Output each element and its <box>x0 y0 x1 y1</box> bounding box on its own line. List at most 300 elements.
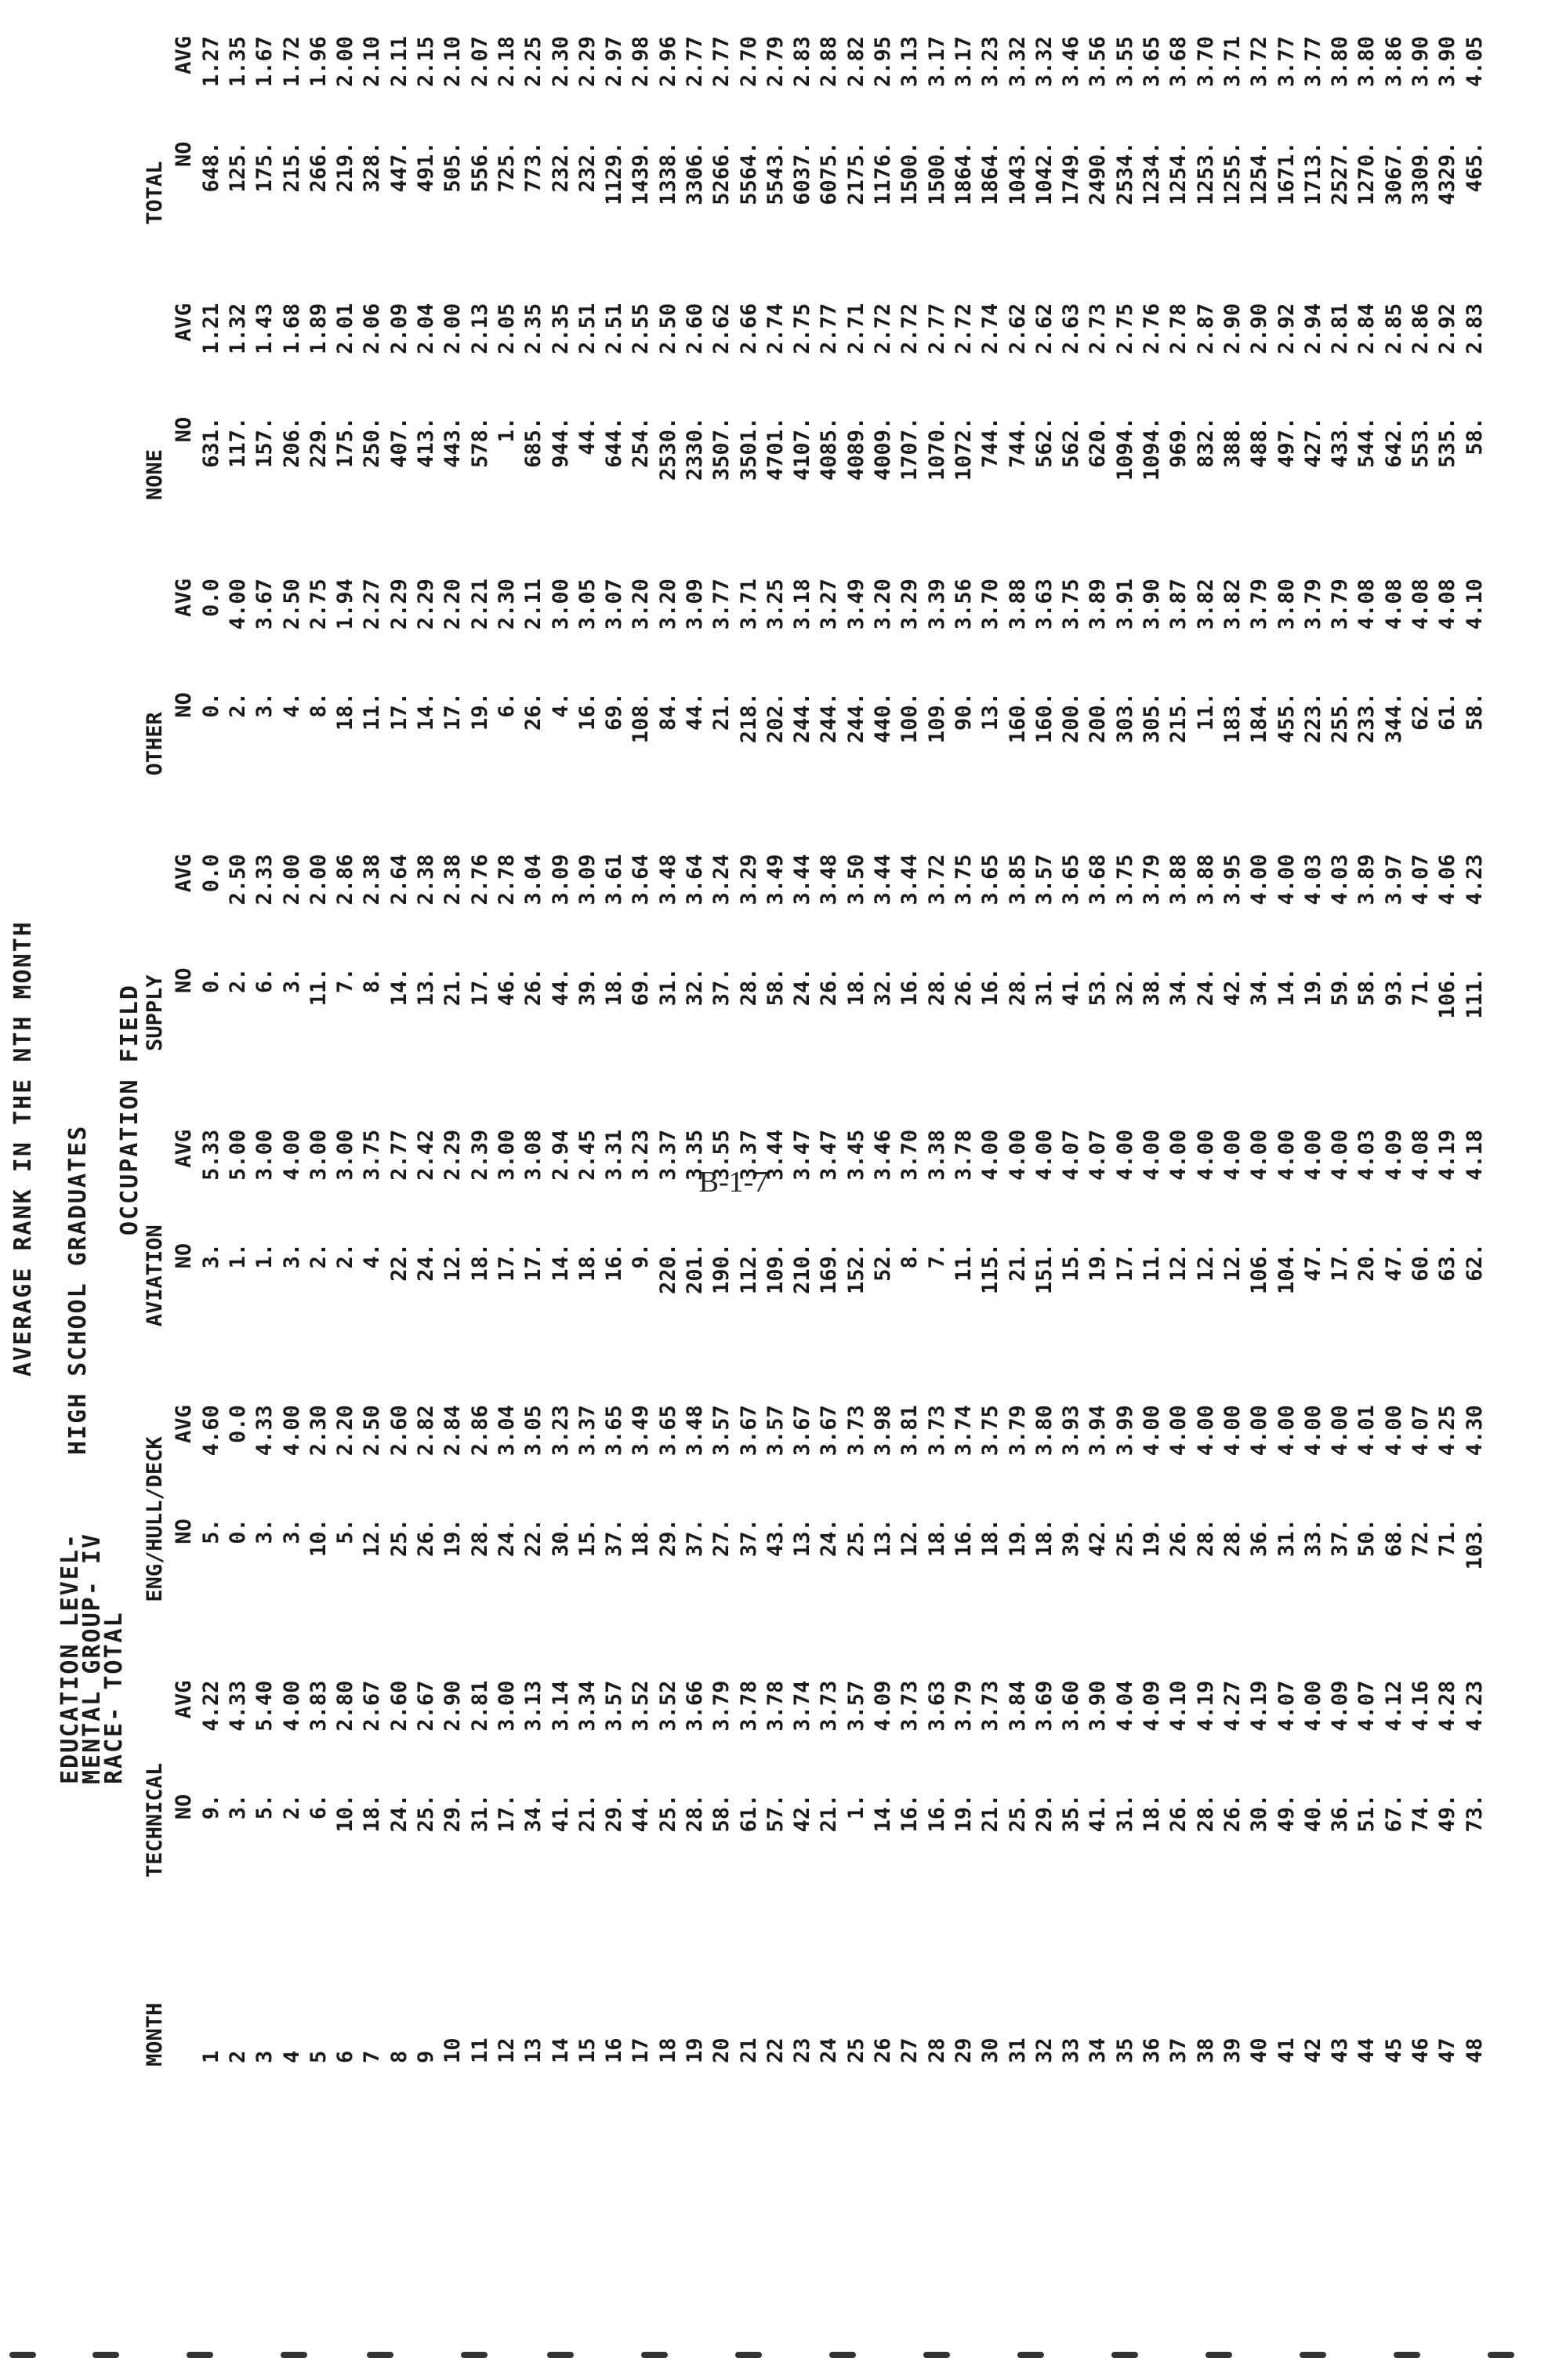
average-cell: 4.00 <box>1193 1129 1218 1181</box>
average-cell: 3.09 <box>682 579 707 630</box>
average-cell: 3.48 <box>817 854 842 905</box>
count-cell: 744. <box>1005 416 1030 468</box>
count-cell: 14. <box>386 967 412 1007</box>
month-cell: 24 <box>817 2037 842 2063</box>
average-cell: 4.00 <box>1005 1129 1030 1181</box>
average-cell: 3.57 <box>1031 854 1057 905</box>
count-cell: 206. <box>279 416 304 468</box>
average-cell: 3.73 <box>897 1680 923 1732</box>
count-cell: 21. <box>441 967 466 1007</box>
average-cell: 4.19 <box>1247 1680 1272 1732</box>
count-cell: 26. <box>521 967 546 1007</box>
average-cell: 3.68 <box>1086 854 1111 905</box>
average-cell: 3.00 <box>494 1680 519 1732</box>
count-cell: 36. <box>1328 1794 1353 1833</box>
average-cell: 4.00 <box>1328 1129 1353 1181</box>
month-cell: 34 <box>1086 2037 1111 2063</box>
average-cell: 3.67 <box>790 1405 815 1457</box>
edge-mark <box>641 2352 668 2358</box>
average-cell: 2.35 <box>548 303 573 354</box>
month-cell: 31 <box>1005 2037 1030 2063</box>
average-cell: 3.34 <box>575 1680 600 1732</box>
count-cell: 26. <box>817 967 842 1007</box>
count-cell: 28. <box>1193 1794 1218 1833</box>
count-cell: 232. <box>548 141 573 193</box>
average-cell: 3.63 <box>924 1680 949 1732</box>
average-cell: 3.65 <box>978 854 1003 905</box>
average-cell: 3.52 <box>629 1680 654 1732</box>
count-cell: 18. <box>629 1518 654 1558</box>
count-cell: 1255. <box>1220 141 1245 205</box>
count-cell: 26. <box>1166 1518 1191 1558</box>
table-row <box>600 5 627 2066</box>
average-cell: 3.88 <box>1193 854 1218 905</box>
count-cell: 12. <box>897 1518 923 1558</box>
count-cell: 31. <box>467 1794 492 1833</box>
average-cell: 4.00 <box>1140 1405 1165 1457</box>
count-cell: 19. <box>1005 1518 1030 1558</box>
month-cell: 33 <box>1059 2037 1084 2063</box>
average-cell: 2.92 <box>1274 303 1299 354</box>
count-cell: 28. <box>682 1794 707 1833</box>
count-cell: 24. <box>494 1518 519 1558</box>
count-cell: 103. <box>1462 1518 1487 1570</box>
average-cell: 4.16 <box>1409 1680 1433 1732</box>
count-cell: 30. <box>1247 1794 1272 1833</box>
count-cell: 578. <box>467 416 492 468</box>
average-cell: 2.62 <box>709 303 734 354</box>
count-cell: 1. <box>843 1794 868 1820</box>
count-cell: 51. <box>1354 1794 1380 1833</box>
average-cell: 1.67 <box>252 36 277 88</box>
average-cell: 3.49 <box>843 579 868 630</box>
table-row <box>950 5 977 2066</box>
average-cell: 3.64 <box>629 854 654 905</box>
average-cell: 3.70 <box>978 579 1003 630</box>
count-cell: 29. <box>441 1794 466 1833</box>
average-cell: 2.78 <box>494 854 519 905</box>
count-cell: 50. <box>1354 1518 1380 1558</box>
month-cell: 23 <box>790 2037 815 2063</box>
average-cell: 2.77 <box>709 36 734 88</box>
table-row <box>816 5 843 2066</box>
average-cell: 2.75 <box>790 303 815 354</box>
count-cell: 47. <box>1381 1243 1406 1282</box>
average-cell: 3.44 <box>897 854 923 905</box>
count-cell: 219. <box>333 141 358 193</box>
average-cell: 4.00 <box>1220 1129 1245 1181</box>
count-cell: 6. <box>252 967 277 994</box>
average-cell: 4.06 <box>1435 854 1460 905</box>
average-cell: 3.77 <box>1274 36 1299 88</box>
count-cell: 1094. <box>1140 416 1165 481</box>
average-cell: 1.94 <box>333 579 358 630</box>
average-cell: 2.84 <box>1354 303 1380 354</box>
average-cell: 3.82 <box>1193 579 1218 630</box>
average-cell: 2.64 <box>386 854 412 905</box>
average-cell: 2.74 <box>763 303 788 354</box>
count-cell: 28. <box>1193 1518 1218 1558</box>
edge-mark <box>923 2352 950 2358</box>
average-cell: 3.71 <box>736 579 761 630</box>
average-cell: 3.88 <box>1005 579 1030 630</box>
average-cell: 3.98 <box>871 1405 896 1457</box>
average-cell: 4.00 <box>1112 1129 1137 1181</box>
count-cell: 5. <box>333 1518 358 1544</box>
average-cell: 3.86 <box>1381 36 1406 88</box>
subheader-no: NO <box>171 141 196 167</box>
count-cell: 2330. <box>682 416 707 481</box>
count-cell: 31. <box>1031 967 1057 1007</box>
average-cell: 3.56 <box>1086 36 1111 88</box>
count-cell: 14. <box>871 1794 896 1833</box>
average-cell: 3.00 <box>306 1129 331 1181</box>
count-cell: 1500. <box>924 141 949 205</box>
average-cell: 3.35 <box>682 1129 707 1181</box>
rank-table <box>140 5 1488 2066</box>
average-cell: 1.27 <box>198 36 223 88</box>
count-cell: 6. <box>494 692 519 718</box>
count-cell: 169. <box>817 1243 842 1294</box>
average-cell: 3.23 <box>629 1129 654 1181</box>
average-cell: 2.67 <box>414 1680 439 1732</box>
count-cell: 644. <box>602 416 627 468</box>
average-cell: 1.68 <box>279 303 304 354</box>
count-cell: 17. <box>494 1243 519 1282</box>
average-cell: 2.96 <box>655 36 680 88</box>
average-cell: 2.10 <box>360 36 385 88</box>
count-cell: 2. <box>225 692 250 718</box>
edge-mark <box>187 2352 213 2358</box>
average-cell: 4.08 <box>1435 579 1460 630</box>
count-cell: 19. <box>1140 1518 1165 1558</box>
average-cell: 2.30 <box>548 36 573 88</box>
average-cell: 3.73 <box>817 1680 842 1732</box>
count-cell: 53. <box>1086 967 1111 1007</box>
average-cell: 2.33 <box>252 854 277 905</box>
average-cell: 3.44 <box>790 854 815 905</box>
average-cell: 2.62 <box>1031 303 1057 354</box>
average-cell: 1.43 <box>252 303 277 354</box>
count-cell: 68. <box>1381 1518 1406 1558</box>
edge-mark <box>1488 2352 1514 2358</box>
count-cell: 3309. <box>1409 141 1433 205</box>
average-cell: 3.05 <box>575 579 600 630</box>
average-cell: 2.85 <box>1381 303 1406 354</box>
average-cell: 3.27 <box>817 579 842 630</box>
average-cell: 4.07 <box>1409 1405 1433 1457</box>
average-cell: 1.21 <box>198 303 223 354</box>
count-cell: 37. <box>1328 1518 1353 1558</box>
count-cell: 9. <box>629 1243 654 1269</box>
average-cell: 3.99 <box>1112 1405 1137 1457</box>
average-cell: 3.90 <box>1086 1680 1111 1732</box>
month-cell: 19 <box>682 2037 707 2063</box>
edge-mark <box>461 2352 488 2358</box>
table-row <box>359 5 386 2066</box>
edge-mark <box>281 2352 307 2358</box>
table-row <box>198 5 224 2066</box>
average-cell: 3.67 <box>252 579 277 630</box>
average-cell: 1.35 <box>225 36 250 88</box>
count-cell: 1253. <box>1193 141 1218 205</box>
month-cell: 35 <box>1112 2037 1137 2063</box>
count-cell: 773. <box>521 141 546 193</box>
month-cell: 8 <box>386 2050 412 2063</box>
edge-mark <box>367 2352 393 2358</box>
month-cell: 40 <box>1247 2037 1272 2063</box>
average-cell: 3.75 <box>978 1405 1003 1457</box>
average-cell: 3.79 <box>709 1680 734 1732</box>
average-cell: 2.00 <box>279 854 304 905</box>
average-cell: 2.97 <box>602 36 627 88</box>
count-cell: 8. <box>360 967 385 994</box>
average-cell: 0.0 <box>198 579 223 617</box>
table-row <box>520 5 547 2066</box>
average-cell: 3.80 <box>1274 579 1299 630</box>
average-cell: 3.00 <box>494 1129 519 1181</box>
edge-mark <box>1017 2352 1044 2358</box>
average-cell: 4.09 <box>871 1680 896 1732</box>
count-cell: 29. <box>1031 1794 1057 1833</box>
count-cell: 21. <box>575 1794 600 1833</box>
count-cell: 232. <box>575 141 600 193</box>
table-row <box>654 5 681 2066</box>
edge-mark <box>829 2352 856 2358</box>
month-cell: 2 <box>225 2050 250 2063</box>
average-cell: 2.60 <box>682 303 707 354</box>
count-cell: 620. <box>1086 416 1111 468</box>
average-cell: 3.45 <box>843 1129 868 1181</box>
filter-mental-group: MENTAL GROUP- IV <box>78 1533 106 1784</box>
count-cell: 49. <box>1435 1794 1460 1833</box>
average-cell: 4.07 <box>1274 1680 1299 1732</box>
month-cell: 12 <box>494 2037 519 2063</box>
count-cell: 491. <box>414 141 439 193</box>
count-cell: 157. <box>252 416 277 468</box>
average-cell: 4.19 <box>1193 1680 1218 1732</box>
count-cell: 49. <box>1274 1794 1299 1833</box>
average-cell: 3.88 <box>1166 854 1191 905</box>
average-cell: 3.07 <box>602 579 627 630</box>
table-row <box>1326 5 1353 2066</box>
report-title: AVERAGE RANK IN THE NTH MONTH <box>9 920 37 1377</box>
month-cell: 32 <box>1031 2037 1057 2063</box>
average-cell: 1.89 <box>306 303 331 354</box>
average-cell: 3.83 <box>306 1680 331 1732</box>
average-cell: 0.0 <box>225 1405 250 1444</box>
count-cell: 2490. <box>1086 141 1111 205</box>
average-cell: 3.78 <box>763 1680 788 1732</box>
average-cell: 3.79 <box>1247 579 1272 630</box>
average-cell: 2.07 <box>467 36 492 88</box>
month-cell: 29 <box>951 2037 976 2063</box>
count-cell: 61. <box>736 1794 761 1833</box>
average-cell: 4.08 <box>1354 579 1380 630</box>
average-cell: 4.00 <box>1031 1129 1057 1181</box>
edge-mark <box>735 2352 762 2358</box>
average-cell: 2.29 <box>441 1129 466 1181</box>
average-cell: 3.23 <box>548 1405 573 1457</box>
count-cell: 9. <box>198 1794 223 1820</box>
average-cell: 3.93 <box>1059 1405 1084 1457</box>
count-cell: 1270. <box>1354 141 1380 205</box>
count-cell: 17. <box>521 1243 546 1282</box>
average-cell: 2.83 <box>1462 303 1487 354</box>
count-cell: 2175. <box>843 141 868 205</box>
count-cell: 17. <box>386 692 412 731</box>
count-cell: 41. <box>548 1794 573 1833</box>
count-cell: 556. <box>467 141 492 193</box>
count-cell: 32. <box>682 967 707 1007</box>
subheader-avg: AVG <box>171 1680 196 1719</box>
average-cell: 4.00 <box>1193 1405 1218 1457</box>
subheader-no: NO <box>171 1794 196 1820</box>
count-cell: 254. <box>629 416 654 468</box>
table-row <box>1461 5 1488 2066</box>
count-cell: 4009. <box>871 416 896 481</box>
average-cell: 4.22 <box>198 1680 223 1732</box>
average-cell: 3.37 <box>736 1129 761 1181</box>
count-cell: 328. <box>360 141 385 193</box>
edge-mark <box>547 2352 574 2358</box>
count-cell: 57. <box>763 1794 788 1833</box>
average-cell: 3.90 <box>1140 579 1165 630</box>
average-cell: 3.79 <box>1140 854 1165 905</box>
average-cell: 4.07 <box>1354 1680 1380 1732</box>
count-cell: 1234. <box>1140 141 1165 205</box>
average-cell: 3.20 <box>629 579 654 630</box>
month-cell: 26 <box>871 2037 896 2063</box>
average-cell: 4.09 <box>1140 1680 1165 1732</box>
average-cell: 2.72 <box>897 303 923 354</box>
count-cell: 190. <box>709 1243 734 1294</box>
count-cell: 5543. <box>763 141 788 205</box>
count-cell: 305. <box>1140 692 1165 744</box>
average-cell: 4.08 <box>1409 579 1433 630</box>
count-cell: 74. <box>1409 1794 1433 1833</box>
average-cell: 3.32 <box>1005 36 1030 88</box>
count-cell: 303. <box>1112 692 1137 744</box>
count-cell: 6037. <box>790 141 815 205</box>
month-cell: 14 <box>548 2037 573 2063</box>
count-cell: 5564. <box>736 141 761 205</box>
count-cell: 22. <box>521 1518 546 1558</box>
average-cell: 3.90 <box>1435 36 1460 88</box>
group-header-row <box>140 5 169 2066</box>
table-row <box>1380 5 1407 2066</box>
count-cell: 115. <box>978 1243 1003 1294</box>
count-cell: 32. <box>1112 967 1137 1007</box>
count-cell: 67. <box>1381 1794 1406 1833</box>
edge-mark <box>9 2352 36 2358</box>
average-cell: 2.86 <box>333 854 358 905</box>
count-cell: 29. <box>655 1518 680 1558</box>
count-cell: 37. <box>682 1518 707 1558</box>
count-cell: 19. <box>467 692 492 731</box>
count-cell: 12. <box>360 1518 385 1558</box>
count-cell: 18. <box>1140 1794 1165 1833</box>
average-cell: 4.07 <box>1086 1129 1111 1181</box>
count-cell: 200. <box>1059 692 1084 744</box>
count-cell: 58. <box>1354 967 1380 1007</box>
average-cell: 2.20 <box>333 1405 358 1457</box>
count-cell: 111. <box>1462 967 1487 1019</box>
month-cell: 13 <box>521 2037 546 2063</box>
average-cell: 4.00 <box>1328 1405 1353 1457</box>
count-cell: 631. <box>198 416 223 468</box>
count-cell: 3. <box>279 1518 304 1544</box>
average-cell: 2.13 <box>467 303 492 354</box>
count-cell: 29. <box>602 1794 627 1833</box>
average-cell: 3.79 <box>1328 579 1353 630</box>
subheader-avg: AVG <box>171 1405 196 1444</box>
average-cell: 2.50 <box>225 854 250 905</box>
average-cell: 2.76 <box>467 854 492 905</box>
table-row <box>1111 5 1138 2066</box>
average-cell: 3.71 <box>1220 36 1245 88</box>
count-cell: 151. <box>1031 1243 1057 1294</box>
count-cell: 11. <box>360 692 385 731</box>
count-cell: 21. <box>978 1794 1003 1833</box>
table-row <box>843 5 869 2066</box>
count-cell: 19. <box>441 1518 466 1558</box>
count-cell: 2. <box>225 967 250 994</box>
average-cell: 4.00 <box>1247 1405 1272 1457</box>
count-cell: 2. <box>333 1243 358 1269</box>
subheader-row <box>169 5 198 2066</box>
average-cell: 3.90 <box>1409 36 1433 88</box>
average-cell: 4.00 <box>1247 1129 1272 1181</box>
count-cell: 1072. <box>951 416 976 481</box>
count-cell: 109. <box>924 692 949 744</box>
month-cell: 17 <box>629 2037 654 2063</box>
table-row <box>923 5 950 2066</box>
count-cell: 1070. <box>924 416 949 481</box>
average-cell: 2.21 <box>467 579 492 630</box>
table-row <box>278 5 305 2066</box>
average-cell: 3.50 <box>843 854 868 905</box>
count-cell: 505. <box>441 141 466 193</box>
count-cell: 1338. <box>655 141 680 205</box>
month-cell: 7 <box>360 2050 385 2063</box>
count-cell: 104. <box>1274 1243 1299 1294</box>
average-cell: 3.74 <box>790 1680 815 1732</box>
count-cell: 18. <box>575 1243 600 1282</box>
average-cell: 2.51 <box>602 303 627 354</box>
count-cell: 10. <box>333 1794 358 1833</box>
count-cell: 14. <box>414 692 439 731</box>
count-cell: 3. <box>252 692 277 718</box>
count-cell: 229. <box>306 416 331 468</box>
count-cell: 18. <box>360 1794 385 1833</box>
count-cell: 3. <box>279 967 304 994</box>
average-cell: 3.09 <box>575 854 600 905</box>
count-cell: 7. <box>333 967 358 994</box>
page-number: B-1-7 <box>698 1166 769 1199</box>
average-cell: 3.55 <box>709 1129 734 1181</box>
month-cell: 25 <box>843 2037 868 2063</box>
count-cell: 1043. <box>1005 141 1030 205</box>
count-cell: 28. <box>924 967 949 1007</box>
count-cell: 407. <box>386 416 412 468</box>
count-cell: 19. <box>1300 967 1325 1007</box>
average-cell: 3.73 <box>978 1680 1003 1732</box>
count-cell: 488. <box>1247 416 1272 468</box>
count-cell: 41. <box>1059 967 1084 1007</box>
average-cell: 2.79 <box>763 36 788 88</box>
average-cell: 2.74 <box>978 303 1003 354</box>
